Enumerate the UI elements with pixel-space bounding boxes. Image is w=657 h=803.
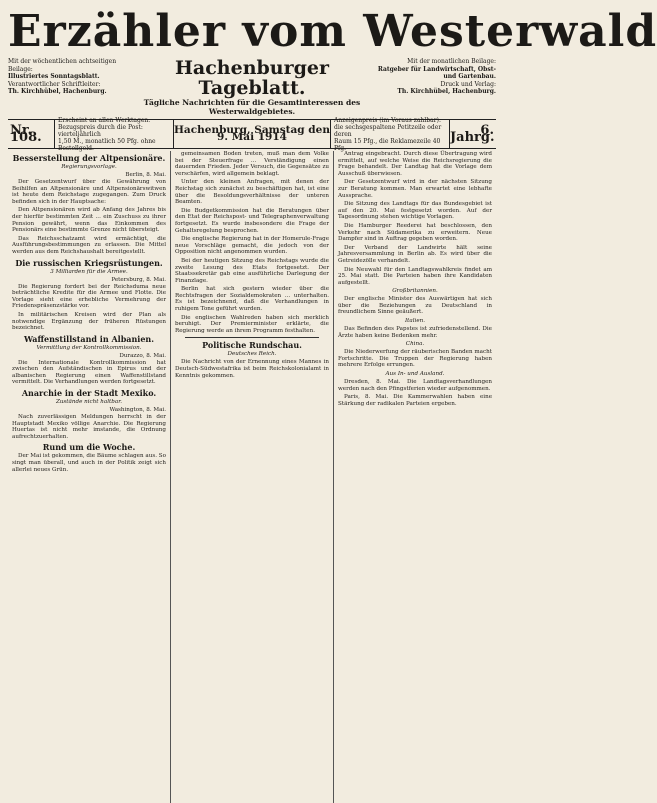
article-subheading: Vermittlung der Kontrollkommission. <box>36 344 142 351</box>
article-paragraph: Der Mai ist gekommen, die Bäume schlagen aus. So singt man überall, und auch in der Politik zeigt sich allerlei neues Grün. <box>12 453 166 473</box>
article-subheading: Zustände nicht haltbar. <box>55 399 123 406</box>
publication-info <box>54 116 174 152</box>
article-headline: Besserstellung der Altpensionäre. <box>12 153 166 163</box>
article-paragraph: Die Internationale Kontrollkommission hat zwischen den Aufständischen in Epirus und der albanischen Regierung einen Waffenstillstand vermittelt. Die Verhandlungen werden fortgesetzt. <box>12 359 166 386</box>
column-2 <box>171 151 334 803</box>
article-headline: Die russischen Kriegsrüstungen. <box>15 257 163 268</box>
article-paragraph: Die Budgetkommission hat die Beratungen über den Etat der Reichspost- und Telegraphenverwaltung fortgesetzt. Es wurde insbesondere die Frage der Gehaltsregelung besprochen. <box>175 207 329 234</box>
article-dateline: Durazzo, 8. Mai. <box>119 352 166 359</box>
article-paragraph: Antrag eingebracht. Durch diese Übertragung wird ermittelt, auf welche Weise die Reichsregierung die Frage behandelt. Der Landtag hat die Vorlage dem Ausschuß überwiesen. <box>338 151 492 177</box>
price-line: Anzeigenpreis (im Voraus zahlbar): <box>334 116 441 124</box>
issue-number: Nr. 108. <box>10 123 42 145</box>
price-line: die sechsgespaltene Petitzeile oder deren <box>334 123 442 138</box>
article-paragraph: Paris, 8. Mai. Die Kammerwahlen haben eine Stärkung der radikalen Parteien ergeben. <box>338 394 492 407</box>
price-info <box>330 116 450 152</box>
article-subheading: Aus In- und Ausland. <box>385 371 445 378</box>
article-paragraph: Dresden, 8. Mai. Die Landtagsverhandlungen werden nach den Pfingstferien wieder aufgenommen. <box>338 379 492 392</box>
right-note: Th. Kirchhübel, Hachenburg. <box>397 88 496 95</box>
masthead-center <box>128 58 376 116</box>
article-subheading: China. <box>405 341 425 348</box>
article-paragraph: Bei der heutigen Sitzung des Reichstags wurde die zweite Lesung des Etats fortgesetzt. Der Staatssekretär gab eine ausführliche Darlegung der Finanzlage. <box>175 257 329 284</box>
article-paragraph: Unter den kleinen Anfragen, mit denen der Reichstag sich zunächst zu beschäftigen hat, ist eine über die Besoldungsverhältnisse der unteren Beamten. <box>175 179 329 206</box>
article-dateline: Petersburg, 8. Mai. <box>111 276 166 283</box>
publication-line: 1,50 M., monatlich 50 Pfg. ohne Bestellgeld. <box>58 137 156 152</box>
article-headline: Waffenstillstand in Albanien. <box>23 333 155 344</box>
publication-line: Bezugspreis durch die Post: vierteljährlich <box>58 123 143 138</box>
article-paragraph: Die Sitzung des Landtags für das Bundesgebiet ist auf den 20. Mai festgesetzt worden. Auf der Tagesordnung stehen wichtige Vorlagen. <box>338 201 492 221</box>
article-headline: Anarchie in der Stadt Mexiko. <box>21 388 157 399</box>
right-note: Ratgeber für Landwirtschaft, Obst- und Gartenbau. <box>377 65 496 80</box>
article-subheading: Italien. <box>404 318 426 325</box>
article-paragraph: Den Altpensionären wird ab Anfang des Jahres bis der hierfür bestimmten Zeit ... ein Zuschuss zu ihrer Pension gewährt, wenn das Einkommen des Pensionärs eine bestimmte Grenze nicht übersteigt. <box>12 207 166 234</box>
article-paragraph: Berlin hat sich gestern wieder über die Rechtsfragen der Sozialdemokraten ... unterhalten. Es ist bezeichnend, daß die Verhandlungen in ruhigem Tone geführt wurden. <box>175 286 329 313</box>
column-3 <box>334 151 496 803</box>
article-subheading: Deutsches Reich. <box>227 351 277 358</box>
article-paragraph: Der Gesetzentwurf wird in der nächsten Sitzung zur Beratung kommen. Man erwartet eine lebhafte Aussprache. <box>338 179 492 199</box>
article-paragraph: gemeinsamen Boden treten, muß man dem Volke bei der Steuerfrage ... Verständigung einen dauernden Frieden. Jeder Versuch, die Gegensätze zu verschärfen, wird allgemein beklagt. <box>175 151 329 177</box>
article-subheading: Großbritannien. <box>392 288 438 295</box>
article-subheading: 3 Milliarden für die Armee. <box>50 268 128 275</box>
left-note: Verantwortlicher Schriftleiter: <box>8 80 101 88</box>
masthead-right-notes <box>376 58 496 96</box>
article-paragraph: Der englische Minister des Auswärtigen hat sich über die Beziehungen zu Deutschland in freundlichem Sinne geäußert. <box>338 296 492 316</box>
article-paragraph: Das Befinden des Papstes ist zufriedenstellend. Die Ärzte haben keine Bedenken mehr. <box>338 326 492 339</box>
article-dateline: Berlin, 8. Mai. <box>125 172 166 178</box>
masthead-left-notes <box>8 58 128 96</box>
masthead-title: Erzähler vom Westerwald <box>8 6 657 57</box>
article-paragraph: Die Niederwerfung der räuberischen Banden macht Fortschritte. Die Truppen der Regierung haben mehrere Erfolge errungen. <box>338 349 492 369</box>
issue-info-row <box>8 116 496 152</box>
masthead-subrow <box>8 58 496 116</box>
left-note: Mit der wöchentlichen achtseitigen Beilage: <box>8 58 117 73</box>
left-note: Th. Kirchhübel, Hachenburg. <box>8 88 107 95</box>
article-dateline: Washington, 8. Mai. <box>109 407 166 414</box>
article-paragraph: Nach zuverlässigen Meldungen herrscht in der Hauptstadt Mexiko völlige Anarchie. Die Regierung Huertas ist nicht mehr imstande, die Ordnung aufrechtzuerhalten. <box>12 414 166 440</box>
volume-number: 6. Jahrg. <box>450 123 495 145</box>
publication-line: Erscheint an allen Werktagen. <box>58 116 151 124</box>
right-note: Mit der monatlichen Beilage: <box>407 58 496 65</box>
article-paragraph: Die Regierung fordert bei der Reichsduma neue beträchtliche Kredite für die Armee und Flotte. Die Vorlage sieht eine erhebliche Vermehrung der Friedenspräsenzstärke vor. <box>12 283 166 310</box>
section-divider <box>185 337 319 338</box>
article-paragraph: Der Verband der Landwirte hält seine Jahresversammlung in Berlin ab. Es wird über die Getreidezölle verhandelt. <box>338 244 492 264</box>
article-paragraph: Die Neuwahl für den Landtagswahlkreis findet am 25. Mai statt. Die Parteien haben ihre Kandidaten aufgestellt. <box>338 266 492 286</box>
price-line: Raum 15 Pfg., die Reklamezeile 40 Pfg. <box>334 137 441 152</box>
article-paragraph: Das Reichsschatzamt wird ermächtigt, die Ausführungsbestimmungen zu erlassen. Die Mittel werden aus dem Reichshaushalt bereitgestellt. <box>12 235 166 255</box>
article-paragraph: Der Gesetzentwurf über die Gewährung von Beihilfen an Altpensionäre und Altpensionärswitwen ist heute dem Reichstage zugegangen. Zum Druck befinden sich in der Hauptsache: <box>12 179 166 205</box>
column-1 <box>8 151 171 803</box>
article-subheading: Regierungsvorlage. <box>61 164 117 170</box>
article-paragraph: Die englische Regierung hat in der Homerule-Frage neue Vorschläge gemacht, die jedoch von der Opposition nicht angenommen wurden. <box>175 236 329 256</box>
article-paragraph: Die Hamburger Reederei hat beschlossen, den Verkehr nach Südamerika zu erweitern. Neue Dampfer sind in Auftrag gegeben worden. <box>338 222 492 243</box>
issue-date: Hachenburg, Samstag den 9. Mai 1914 <box>174 124 330 143</box>
right-note: Druck und Verlag: <box>440 80 496 88</box>
article-paragraph: Die englischen Wahlreden haben sich merklich beruhigt. Der Premierminister erklärte, die Regierung werde an ihrem Programm festhalten. <box>175 314 329 334</box>
article-paragraph: Die Nachricht von der Ernennung eines Mannes in Deutsch-Südwestafrika ist beim Reichskolonialamt in Kenntnis gekommen. <box>175 359 329 379</box>
masthead-tagline: Tägliche Nachrichten für die Gesamtinteressen des Westerwaldgebietes. <box>143 98 361 116</box>
article-paragraph: In militärischen Kreisen wird der Plan als notwendige Ergänzung der früheren Rüstungen bezeichnet. <box>12 311 166 332</box>
article-headline: Politische Rundschau. <box>202 340 302 351</box>
article-columns <box>8 151 496 803</box>
left-note: Illustriertes Sonntagsblatt. <box>8 73 100 80</box>
masthead-subtitle: Hachenburger Tageblatt. <box>174 57 330 99</box>
article-headline: Rund um die Woche. <box>42 442 136 453</box>
